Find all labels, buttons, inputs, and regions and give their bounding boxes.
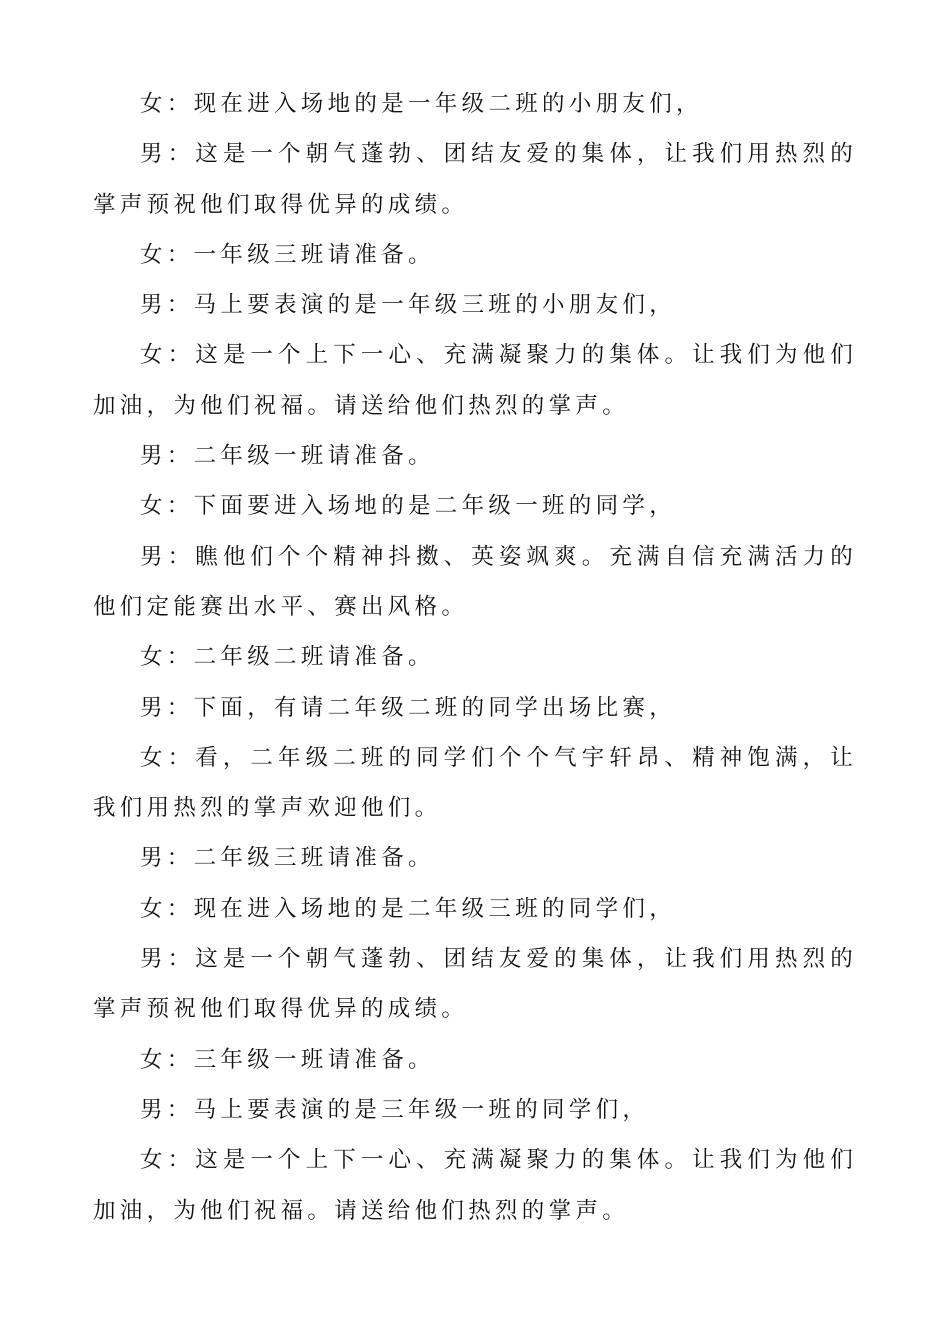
paragraph-9: 女：二年级二班请准备。 xyxy=(140,644,435,671)
paragraph-7: 女：下面要进入场地的是二年级一班的同学， xyxy=(140,493,677,520)
paragraph-17: 女：这是一个上下一心、充满凝聚力的集体。让我们为他们加油，为他们祝福。请送给他们热烈的掌声。 xyxy=(93,1147,857,1224)
paragraph-2: 男：这是一个朝气蓬勃、团结友爱的集体，让我们用热烈的掌声预祝他们取得优异的成绩。 xyxy=(93,141,857,218)
paragraph-5: 女：这是一个上下一心、充满凝聚力的集体。让我们为他们加油，为他们祝福。请送给他们热烈的掌声。 xyxy=(93,342,857,419)
paragraph-16: 男：马上要表演的是三年级一班的同学们， xyxy=(140,1096,650,1123)
paragraph-11: 女：看，二年级二班的同学们个个气宇轩昂、精神饱满，让我们用热烈的掌声欢迎他们。 xyxy=(93,744,857,822)
paragraph-4: 男：马上要表演的是一年级三班的小朋友们， xyxy=(140,292,677,319)
paragraph-12: 男：二年级三班请准备。 xyxy=(140,845,435,872)
paragraph-8: 男：瞧他们个个精神抖擞、英姿飒爽。充满自信充满活力的他们定能赛出水平、赛出风格。 xyxy=(93,543,857,620)
document-body xyxy=(93,79,857,1236)
paragraph-10: 男：下面，有请二年级二班的同学出场比赛， xyxy=(140,694,677,721)
paragraph-14: 男：这是一个朝气蓬勃、团结友爱的集体，让我们用热烈的掌声预祝他们取得优异的成绩。 xyxy=(93,946,857,1023)
paragraph-15: 女：三年级一班请准备。 xyxy=(140,1046,435,1073)
paragraph-3: 女：一年级三班请准备。 xyxy=(140,241,435,268)
paragraph-1: 女：现在进入场地的是一年级二班的小朋友们， xyxy=(140,91,703,117)
paragraph-13: 女：现在进入场地的是二年级三班的同学们， xyxy=(140,895,677,922)
paragraph-6: 男：二年级一班请准备。 xyxy=(140,443,435,470)
